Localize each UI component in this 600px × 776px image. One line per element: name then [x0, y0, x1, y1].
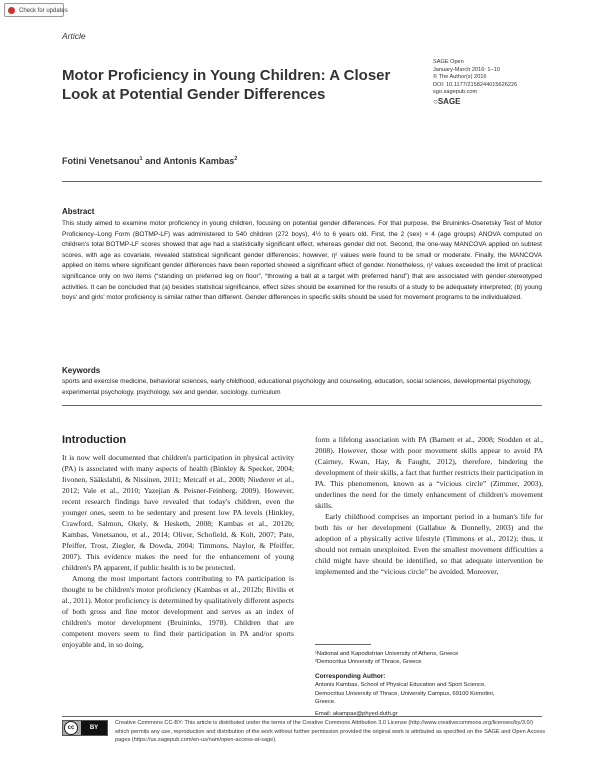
author-1-affil: 1 [139, 156, 143, 162]
introduction-heading: Introduction [62, 434, 127, 446]
sage-logo-text: SAGE [437, 96, 461, 106]
author-2: Antonis Kambas [163, 156, 235, 166]
corresponding-author-heading: Corresponding Author: [315, 672, 386, 680]
keywords-divider [62, 405, 542, 406]
intro-paragraph: Early childhood comprises an important period in a human's life for both his or her development (Gallahue & Donnelly, 2003) and the adoption of a physically active lifestyle (Timmons et al., 2012); thus, it should not remain unexploited. Even the smallest movement difficulties a child might have should be identified, so that adequate intervention be implemented and the “vicious circle” be avoided. Moreover, [315, 512, 543, 576]
by-attribution-icon: BY [81, 721, 107, 735]
article-title: Motor Proficiency in Young Children: A Closer Look at Potential Gender Differences [62, 67, 391, 103]
corresponding-author-line: Greece. [315, 699, 336, 706]
keywords-heading: Keywords [62, 366, 101, 375]
license-divider [62, 716, 542, 717]
journal-copyright: © The Author(s) 2016 [433, 74, 487, 81]
license-text: Creative Commons CC-BY: This article is distributed under the terms of the Creative Commons Attribution 3.0 License (http://www.creativecommons.org/licenses/by/3.0/) which permits any use, reproduction and distribution of the work without further permission provided the original work is attributed as specified on the SAGE and Open Access pages (https://us.sagepub.com/en-us/nam/open-access-at-sage). [115, 720, 546, 744]
intro-paragraph: form a lifelong association with PA (Barnett et al., 2008; Stodden et al., 2008). However, those with poor movement skills appear to avoid PA (Cairney, Kwan, Hay, & Faught, 2012), therefore, hindering the development of their skills, a fact that further restricts their participation in PA. This phenomenon, known as a “vicious circle” (Zimmer, 2003), underlines the need for the timely enhancement of children's movement skills. [315, 435, 543, 510]
update-dot-icon [8, 7, 15, 14]
author-2-affil: 2 [234, 156, 238, 162]
author-conjunction: and [142, 156, 164, 166]
journal-doi[interactable]: DOI: 10.1177/2158244015626226 [433, 81, 518, 88]
intro-column-2 [315, 434, 543, 577]
sage-logo-icon: ○ [433, 96, 438, 106]
creative-commons-icon[interactable] [62, 720, 108, 736]
check-for-updates-badge[interactable] [4, 3, 68, 17]
intro-paragraph: Among the most important factors contributing to PA participation is thought to be children's motor proficiency (Kambas et al., 2012b; Rivilis et al., 2011). Motor proficiency is determined by qualitatively different aspects of both gross and fine motor development and serves as an index of children's motor development (Bruininks, 1978). Children that are competent movers seem to find their participation in PA and/or sports enjoyable and, in so doing, [62, 574, 294, 649]
intro-paragraph: It is now well documented that children's participation in physical activity (PA) is associated with many aspects of health (Binkley & Specker, 2004; Iivonen, Sääkslahti, & Nissinen, 2011; Metcalf et al., 2008; Niederer et al., 2012; Vale et al., 2010; Yazejian & Peisner-Feinberg, 2009). However, recent research findings have revealed that today's children, even the younger ones, seem to be sedentary and present low PA levels (Hinkley, Crawford, Salmon, Okely, & Hesketh, 2008; Kambas et al., 2012b; Kambas, Venetsanou, et al., 2014; Oliver, Schofield, & Kolt, 2007; Pate, Pfeiffer, Trost, Ziegler, & Dowda, 2004; Timmons, Naylor, & Pfeiffer, 2007). This evidence makes the need for the enhancement of young children's PA apparent, if public health is to be protected. [62, 453, 294, 572]
abstract-heading: Abstract [62, 207, 95, 216]
keywords-text: sports and exercise medicine, behavioral sciences, early childhood, educational psychology and counseling, education, social sciences, developmental psychology, experimental psychology, psychology, sex and gender, sociology, curriculum [62, 378, 532, 396]
intro-column-1 [62, 452, 294, 650]
corresponding-email[interactable]: Email: akampas@phyed.duth.gr [315, 711, 398, 718]
affiliation-1: ¹National and Kapodistrian University of Athens, Greece [315, 651, 459, 657]
journal-url[interactable]: sgo.sagepub.com [433, 89, 478, 96]
cc-logo-icon: cc [64, 721, 78, 735]
badge-label: Check for updates [19, 8, 68, 14]
journal-issue: January-March 2016: 1–10 [433, 66, 500, 73]
author-line [62, 156, 237, 166]
corresponding-author-line: Democritus University of Thrace, University Campus, 69100 Komotini, [315, 690, 495, 697]
journal-name: SAGE Open [433, 59, 464, 65]
affiliations-block [315, 650, 543, 719]
sage-logo [433, 97, 573, 107]
corresponding-author-line: Antonis Kambas, School of Physical Education and Sport Science, [315, 682, 486, 689]
article-type-label: Article [62, 31, 86, 41]
affiliation-2: ²Democritus University of Thrace, Greece [315, 659, 422, 666]
affiliation-divider [315, 644, 371, 645]
journal-info [433, 59, 573, 107]
author-1: Fotini Venetsanou [62, 156, 140, 166]
abstract-text: This study aimed to examine motor proficiency in young children, focusing on potential gender differences. For that purpose, the Bruininks-Oseretsky Test of Motor Proficiency–Long Form (BOTMP-LF) was administered to 540 children (272 boys), 4½ to 6 years old. First, the 2 (sex) × 4 (age groups) ANOVA computed on children's total BOTMP-LF scores showed that age had a statistically significant effect, whereas gender did not. Second, the one-way MANCOVA applied on subtest scores, with age as covariate, revealed statistical significant gender differences; however, η² values were found to be small or moderate. Finally, the MANCOVA applied on items where significant gender differences have been reported showed a significant effect of gender. Nonetheless, η² values exceeded the limit of practical significance only on two items (“standing on preferred leg on floor”, “throwing a ball at a target with preferred hand”) that are associated with gender-stereotyped activities. It can be concluded that (a) besides statistical significance, effect sizes should be examined for the results of a study to be adequately interpreted; (b) young boys' and girls' motor proficiency is similar rather than different. Gender differences in specific skills should be used for movement programs to be individualized. [62, 220, 542, 302]
header-divider [62, 181, 542, 182]
